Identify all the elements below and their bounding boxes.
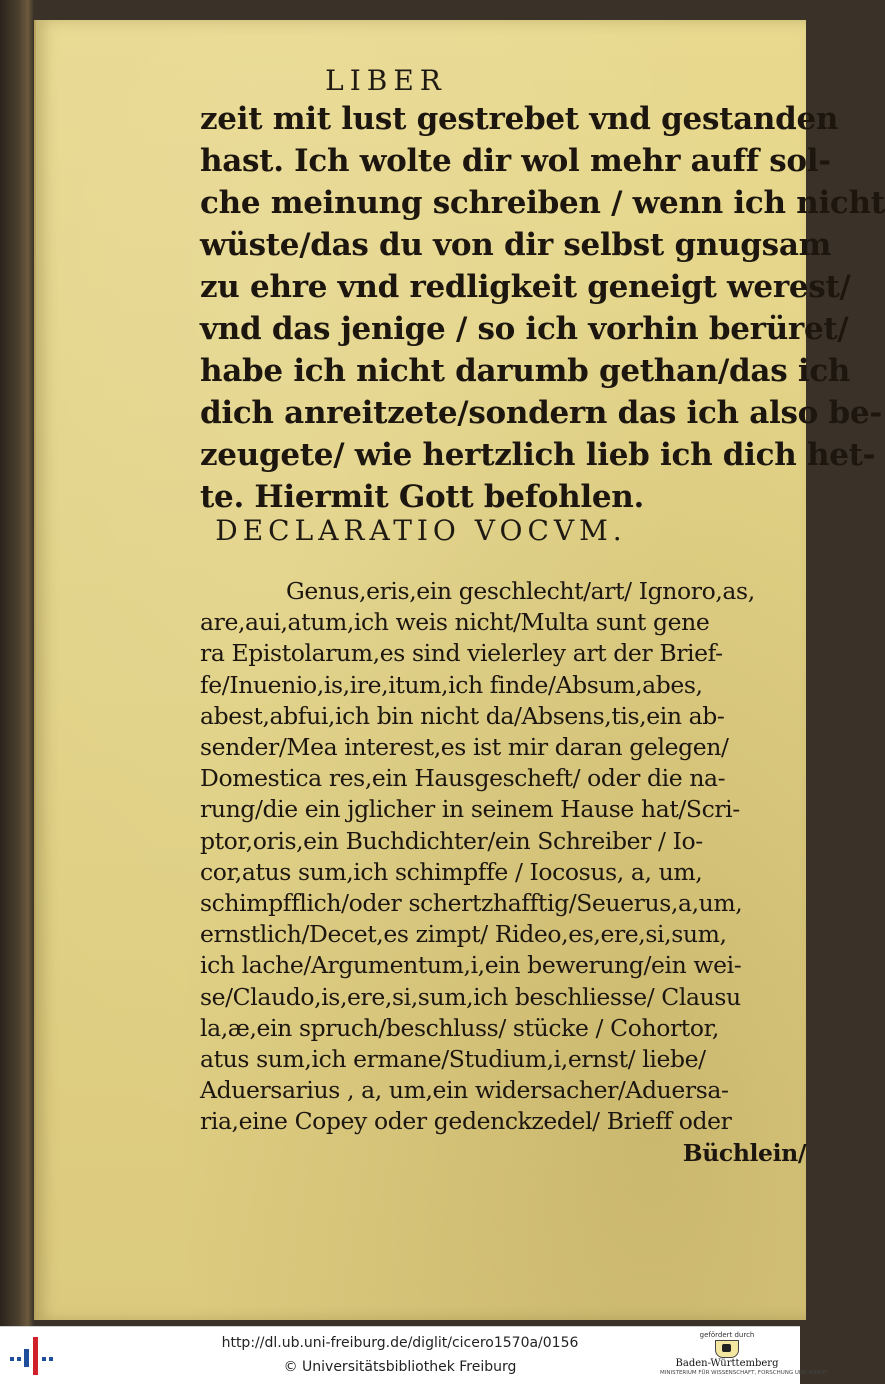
text-line: zeugete/ wie hertzlich lieb ich dich het-	[200, 437, 876, 473]
text-line: habe ich nicht darumb gethan/das ich	[200, 353, 851, 389]
baden-wuerttemberg-crest-icon	[715, 1340, 739, 1358]
text-line: sender/Mea interest,es ist mir daran gelegen/	[200, 733, 729, 762]
text-line: rung/die ein jglicher in seinem Hause hat/Scri-	[200, 795, 740, 824]
viewer-footer	[0, 1326, 828, 1384]
text-line: dich anreitzete/sondern das ich also be-	[200, 395, 882, 431]
text-line: hast. Ich wolte dir wol mehr auff sol-	[200, 143, 831, 179]
sponsor-caption: gefördert durch	[699, 1331, 755, 1339]
sponsor-name: Baden-Württemberg	[675, 1358, 779, 1369]
text-line: te. Hiermit Gott befohlen.	[200, 479, 645, 515]
book-page	[34, 20, 885, 1320]
text-line: ernstlich/Decet,es zimpt/ Rideo,es,ere,si,sum,	[200, 920, 727, 949]
text-line: zu ehre vnd redligkeit geneigt werest/	[200, 269, 851, 305]
copyright-notice: © Universitätsbibliothek Freiburg	[283, 1359, 517, 1375]
permalink-url[interactable]: http://dl.ub.uni-freiburg.de/diglit/cicero1570a/0156	[221, 1335, 579, 1351]
text-line: Domestica res,ein Hausgescheft/ oder die na-	[200, 764, 726, 793]
text-line: Aduersarius , a, um,ein widersacher/Aduersa-	[200, 1076, 729, 1105]
text-line: ich lache/Argumentum,i,ein bewerung/ein wei-	[200, 951, 742, 980]
text-line: vnd das jenige / so ich vorhin berüret/	[200, 311, 849, 347]
text-line: abest,abfui,ich bin nicht da/Absens,tis,ein ab-	[200, 701, 725, 730]
text-line: are,aui,atum,ich weis nicht/Multa sunt gene	[200, 608, 710, 637]
text-line: che meinung schreiben / wenn ich nicht	[200, 185, 885, 221]
text-line: ra Epistolarum,es sind vielerley art der Brief-	[200, 639, 723, 668]
text-line: fe/Inuenio,is,ire,itum,ich finde/Absum,abes,	[200, 670, 703, 699]
text-line: cor,atus sum,ich schimpffe / Iocosus, a, um,	[200, 857, 703, 886]
text-line: ria,eine Copey oder gedenckzedel/ Brieff oder	[200, 1107, 732, 1136]
text-line: zeit mit lust gestrebet vnd gestanden	[200, 101, 839, 137]
declaratio-paragraph	[200, 576, 806, 1169]
text-line: Genus,eris,ein geschlecht/art/ Ignoro,as,	[286, 577, 755, 605]
running-head: LIBER	[325, 64, 447, 97]
text-line: Büchlein/	[682, 1138, 806, 1167]
text-line: atus sum,ich ermane/Studium,i,ernst/ liebe/	[200, 1045, 706, 1074]
text-line: wüste/das du von dir selbst gnugsam	[200, 227, 832, 263]
section-title: DECLARATIO VOCVM.	[215, 514, 627, 547]
text-line: se/Claudo,is,ere,si,sum,ich beschliesse/ Clausu	[200, 982, 741, 1011]
sponsor-ministry: MINISTERIUM FÜR WISSENSCHAFT, FORSCHUNG UND KUNST	[660, 1370, 828, 1376]
text-line: la,æ,ein spruch/beschluss/ stücke / Cohortor,	[200, 1013, 719, 1042]
text-line: ptor,oris,ein Buchdichter/ein Schreiber / Io-	[200, 826, 703, 855]
text-line: schimpfflich/oder schertzhafftig/Seuerus,a,um,	[200, 889, 743, 918]
sponsor-badge[interactable]	[660, 1331, 828, 1381]
fraktur-paragraph	[200, 98, 885, 518]
